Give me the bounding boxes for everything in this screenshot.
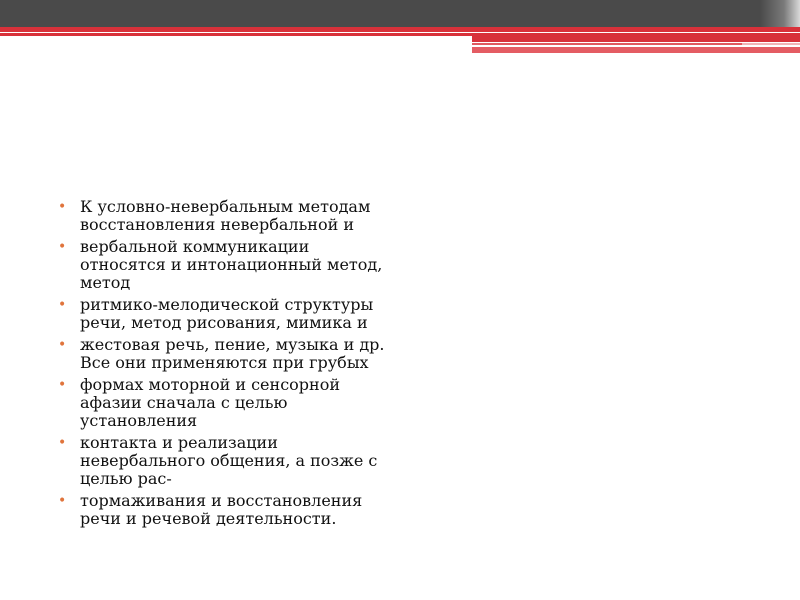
bullet-text: К условно-невербальным методам восстановления невербальной и — [80, 197, 371, 234]
accent-stripe — [472, 43, 742, 45]
bullet-item — [58, 296, 398, 332]
bullet-item — [58, 492, 398, 528]
bullet-icon: • — [58, 297, 67, 313]
bullet-item — [58, 198, 398, 234]
bullet-item — [58, 336, 398, 372]
accent-stripe — [472, 33, 800, 42]
accent-stripe — [472, 47, 800, 53]
bullet-icon: • — [58, 337, 67, 353]
bullet-text: формах моторной и сенсорной афазии сначала с целью установления — [80, 375, 340, 430]
bullet-icon: • — [58, 239, 67, 255]
bullet-icon: • — [58, 435, 67, 451]
bullet-icon: • — [58, 493, 67, 509]
bullet-text: тормаживания и восстановления речи и речевой деятельности. — [80, 491, 363, 528]
header-band-fade — [760, 0, 800, 27]
bullet-item — [58, 376, 398, 430]
bullet-text: вербальной коммуникации относятся и интонационный метод, метод — [80, 237, 383, 292]
slide-body — [58, 198, 398, 532]
bullet-item — [58, 434, 398, 488]
accent-stripe — [0, 27, 800, 32]
bullet-icon: • — [58, 377, 67, 393]
bullet-text: жестовая речь, пение, музыка и др. Все они применяются при грубых — [80, 335, 385, 372]
bullet-icon: • — [58, 199, 67, 215]
accent-stripe — [742, 43, 800, 45]
bullet-text: ритмико-мелодической структуры речи, метод рисования, мимика и — [80, 295, 374, 332]
bullet-item — [58, 238, 398, 292]
accent-stripe — [0, 33, 472, 36]
header-band — [0, 0, 800, 27]
bullet-text: контакта и реализации невербального общения, а позже с целью рас- — [80, 433, 378, 488]
bullet-list — [58, 198, 398, 528]
